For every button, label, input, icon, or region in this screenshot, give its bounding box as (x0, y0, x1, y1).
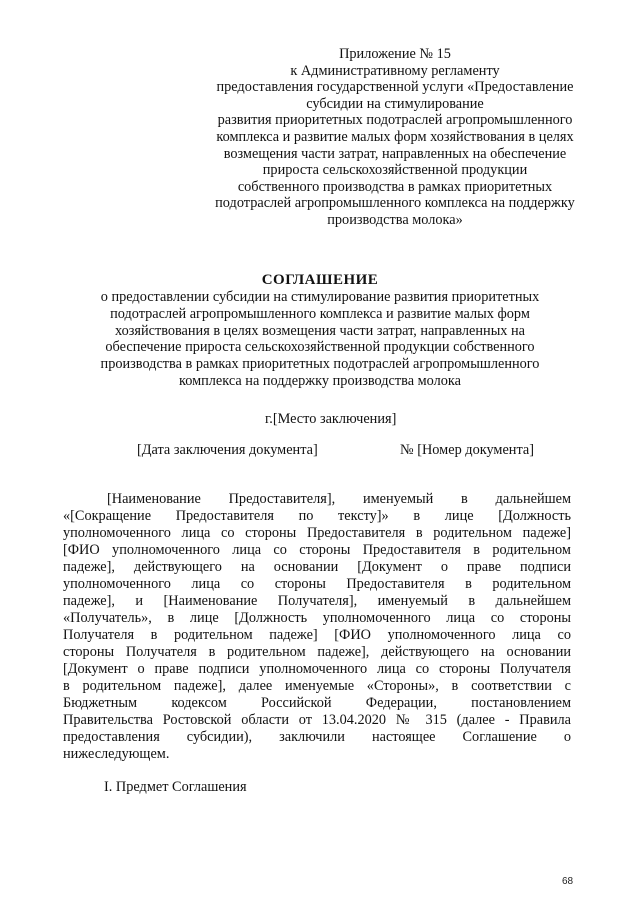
annex-line: прироста сельскохозяйственной продукции (262, 162, 528, 179)
body-line: [Документ о праве подписи уполномоченного лица со стороны Получателя (63, 661, 571, 677)
document-date: [Дата заключения документа] (137, 442, 318, 458)
subtitle-line: обеспечение прироста сельскохозяйственной продукции собственного (105, 339, 535, 356)
body-line: падеже], действующего на основании [Документ о праве подписи (63, 559, 571, 575)
document-number: № [Номер документа] (400, 442, 534, 458)
annex-line: субсидии на стимулирование (306, 95, 484, 112)
document-title: СОГЛАШЕНИЕ (261, 272, 379, 288)
place-of-signing: г.[Место заключения] (265, 411, 397, 427)
body-line: падеже], и [Наименование Получателя], именуемый в дальнейшем (63, 593, 571, 609)
body-line: уполномоченного лица со стороны Предоставителя в родительном падеже] (63, 525, 571, 541)
body-line: Получателя в родительном падеже] [ФИО уполномоченного лица со (63, 627, 571, 643)
body-line: в родительном падеже], далее именуемые «Стороны», в соответствии с (63, 678, 571, 694)
body-line: [ФИО уполномоченного лица со стороны Предоставителя в родительном (63, 542, 571, 558)
annex-line: возмещения части затрат, направленных на обеспечение (223, 145, 567, 162)
subtitle-line: хозяйствования в целях возмещения части затрат, направленных на (114, 322, 526, 339)
annex-line: производства молока» (327, 211, 463, 228)
annex-line: комплекса и развитие малых форм хозяйствования в целях (216, 128, 574, 145)
body-line: Правительства Ростовской области от 13.04.2020 № 315 (далее - Правила (63, 712, 571, 728)
body-line: нижеследующем. (63, 746, 170, 762)
document-subtitle (70, 289, 570, 390)
annex-line: развития приоритетных подотраслей агропромышленного (217, 112, 573, 129)
annex-line: Приложение № 15 (339, 46, 451, 62)
annex-header (190, 46, 600, 229)
page-number: 68 (562, 876, 574, 887)
body-line: Бюджетным кодексом Российской Федерации, постановлением (63, 695, 571, 711)
section-heading: I. Предмет Соглашения (104, 779, 247, 795)
annex-line: к Административному регламенту (290, 62, 500, 79)
subtitle-line: о предоставлении субсидии на стимулирование развития приоритетных (100, 289, 540, 305)
body-line: «Получатель», в лице [Должность уполномоченного лица со стороны (63, 610, 571, 626)
agreement-preamble (63, 491, 571, 763)
annex-line: подотраслей агропромышленного комплекса на поддержку (215, 195, 575, 212)
body-line: уполномоченного лица со стороны Предоставителя в родительном (63, 576, 571, 592)
subtitle-line: производства в рамках приоритетных подотраслей агропромышленного (100, 356, 540, 373)
subtitle-line: комплекса на поддержку производства молока (179, 372, 461, 389)
body-line: стороны Получателя в родительном падеже], действующего на основании (63, 644, 571, 660)
body-line: «[Сокращение Предоставителя по тексту]» в лице [Должность (63, 508, 571, 524)
body-line: предоставления субсидии), заключили настоящее Соглашение о (63, 729, 571, 745)
subtitle-line: подотраслей агропромышленного комплекса и развитие малых форм (110, 305, 530, 322)
body-line: [Наименование Предоставителя], именуемый в дальнейшем (107, 491, 571, 507)
annex-line: предоставления государственной услуги «Предоставление (216, 79, 574, 96)
annex-line: собственного производства в рамках приоритетных (237, 178, 553, 195)
